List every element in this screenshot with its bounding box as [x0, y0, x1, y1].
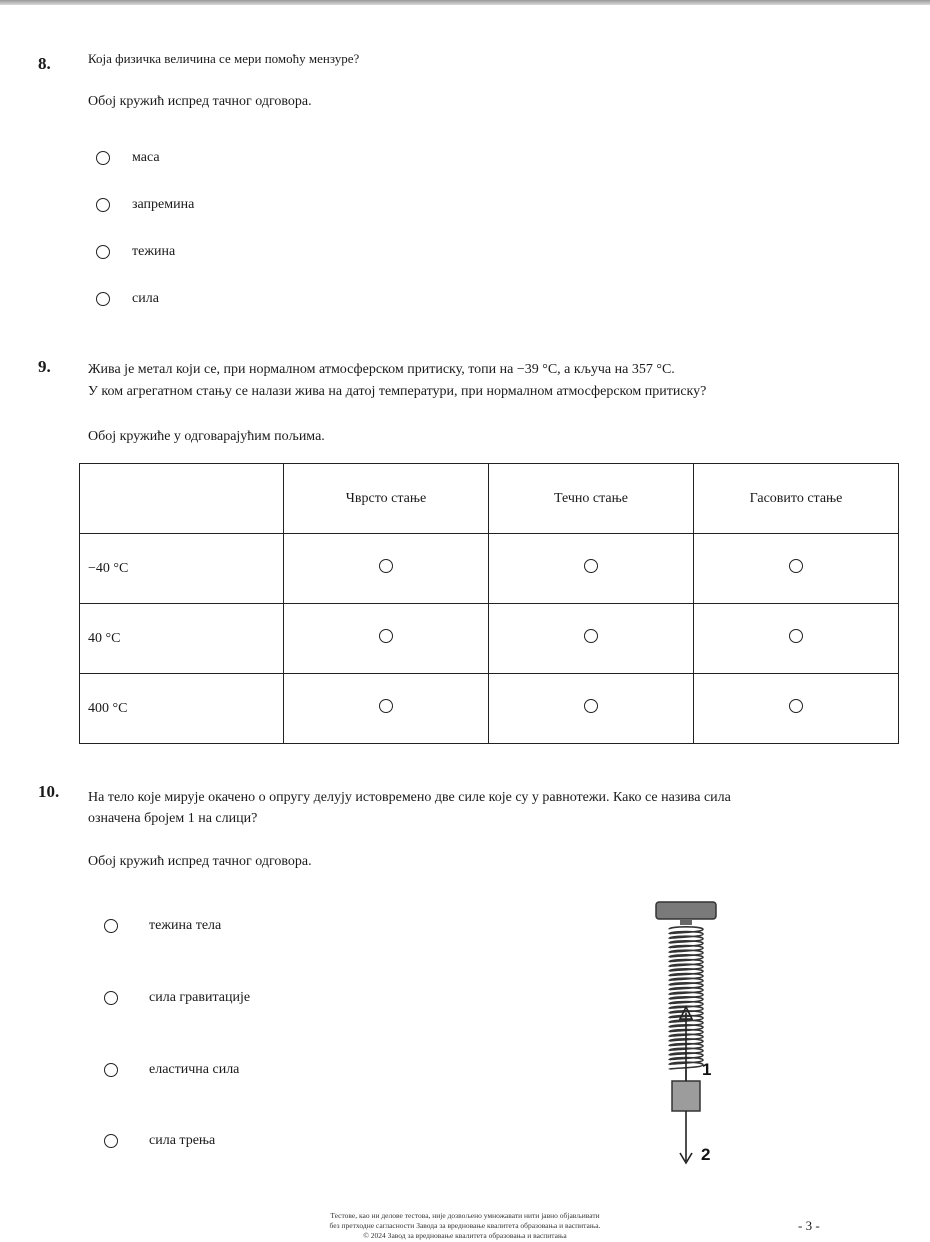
page-number: - 3 - — [798, 1218, 820, 1233]
radio-button[interactable] — [379, 629, 393, 643]
option-label: тежина — [132, 244, 176, 259]
radio-button[interactable] — [584, 559, 598, 573]
question-10-instruction: Обој кружић испред тачног одговора. — [88, 854, 312, 869]
radio-button[interactable] — [104, 1063, 118, 1077]
question-10-text-line1: На тело које мирује окачено о опругу делују истовремено две силе које су у равнотежи. Како се назива сила — [88, 790, 731, 805]
option-label: сила трења — [149, 1133, 216, 1148]
table-cell[interactable] — [694, 604, 899, 674]
radio-button[interactable] — [104, 919, 118, 933]
table-cell[interactable] — [694, 674, 899, 744]
table-cell[interactable] — [284, 534, 489, 604]
radio-button[interactable] — [789, 629, 803, 643]
question-9-instruction: Обој кружиће у одговарајућим пољима. — [88, 429, 325, 444]
table-header-row — [80, 464, 899, 534]
radio-button[interactable] — [96, 198, 110, 212]
option-label: маса — [132, 150, 160, 165]
radio-button[interactable] — [789, 559, 803, 573]
radio-button[interactable] — [96, 245, 110, 259]
radio-button[interactable] — [104, 1134, 118, 1148]
row-temperature-label: 400 °С — [80, 674, 284, 744]
option-label: еластична сила — [149, 1062, 240, 1077]
footer-line-2: без претходне сагласности Завода за вредновање квалитета образовања и васпитања. — [329, 1221, 601, 1230]
question-9-number: 9. — [38, 357, 51, 376]
question-9-text-line1: Жива је метал који се, при нормалном атмосферском притиску, топи на −39 °С, а кључа на 357 °С. — [88, 362, 675, 377]
option-label: сила гравитације — [149, 990, 251, 1005]
spring-force-figure — [640, 895, 740, 1170]
spring-mount-stem — [680, 919, 692, 925]
table-cell[interactable] — [694, 534, 899, 604]
radio-button[interactable] — [96, 151, 110, 165]
table-cell[interactable] — [489, 674, 694, 744]
table-row — [80, 534, 899, 604]
force-label-2: 2 — [701, 1145, 711, 1164]
row-temperature-label: −40 °С — [80, 534, 284, 604]
option-label: тежина тела — [149, 918, 222, 933]
table-header-gas: Гасовито стање — [694, 464, 899, 534]
question-8-text: Која физичка величина се мери помоћу мензуре? — [88, 51, 360, 66]
table-cell[interactable] — [284, 604, 489, 674]
table-cell[interactable] — [489, 534, 694, 604]
footer-line-3: © 2024 Завод за вредновање квалитета образовања и васпитања — [363, 1231, 567, 1240]
radio-button[interactable] — [379, 559, 393, 573]
question-10-number: 10. — [38, 782, 60, 801]
radio-button[interactable] — [584, 629, 598, 643]
table-header-liquid: Течно стање — [489, 464, 694, 534]
option-label: запремина — [132, 197, 195, 212]
radio-button[interactable] — [96, 292, 110, 306]
footer-line-1: Тестове, као ни делове тестова, није дозвољено умножавати нити јавно објављивати — [330, 1211, 600, 1220]
state-of-matter-table — [79, 463, 899, 744]
force-label-1: 1 — [702, 1060, 712, 1079]
question-9-text-line2: У ком агрегатном стању се налази жива на датој температури, при нормалном атмосферском притиску? — [88, 384, 707, 399]
table-cell[interactable] — [284, 674, 489, 744]
row-temperature-label: 40 °С — [80, 604, 284, 674]
table-row — [80, 604, 899, 674]
hanging-body — [672, 1081, 700, 1111]
radio-button[interactable] — [104, 991, 118, 1005]
table-header-empty — [80, 464, 284, 534]
table-cell[interactable] — [489, 604, 694, 674]
question-8-instruction: Обој кружић испред тачног одговора. — [88, 94, 312, 109]
footer-notice — [230, 1211, 700, 1241]
radio-button[interactable] — [789, 699, 803, 713]
radio-button[interactable] — [379, 699, 393, 713]
question-10-text-line2: означена бројем 1 на слици? — [88, 811, 258, 826]
option-label: сила — [132, 291, 159, 306]
question-8-number: 8. — [38, 54, 51, 73]
spring-mount-plate — [656, 902, 716, 919]
radio-button[interactable] — [584, 699, 598, 713]
table-row — [80, 674, 899, 744]
table-header-solid: Чврсто стање — [284, 464, 489, 534]
top-shadow-bar — [0, 0, 930, 5]
